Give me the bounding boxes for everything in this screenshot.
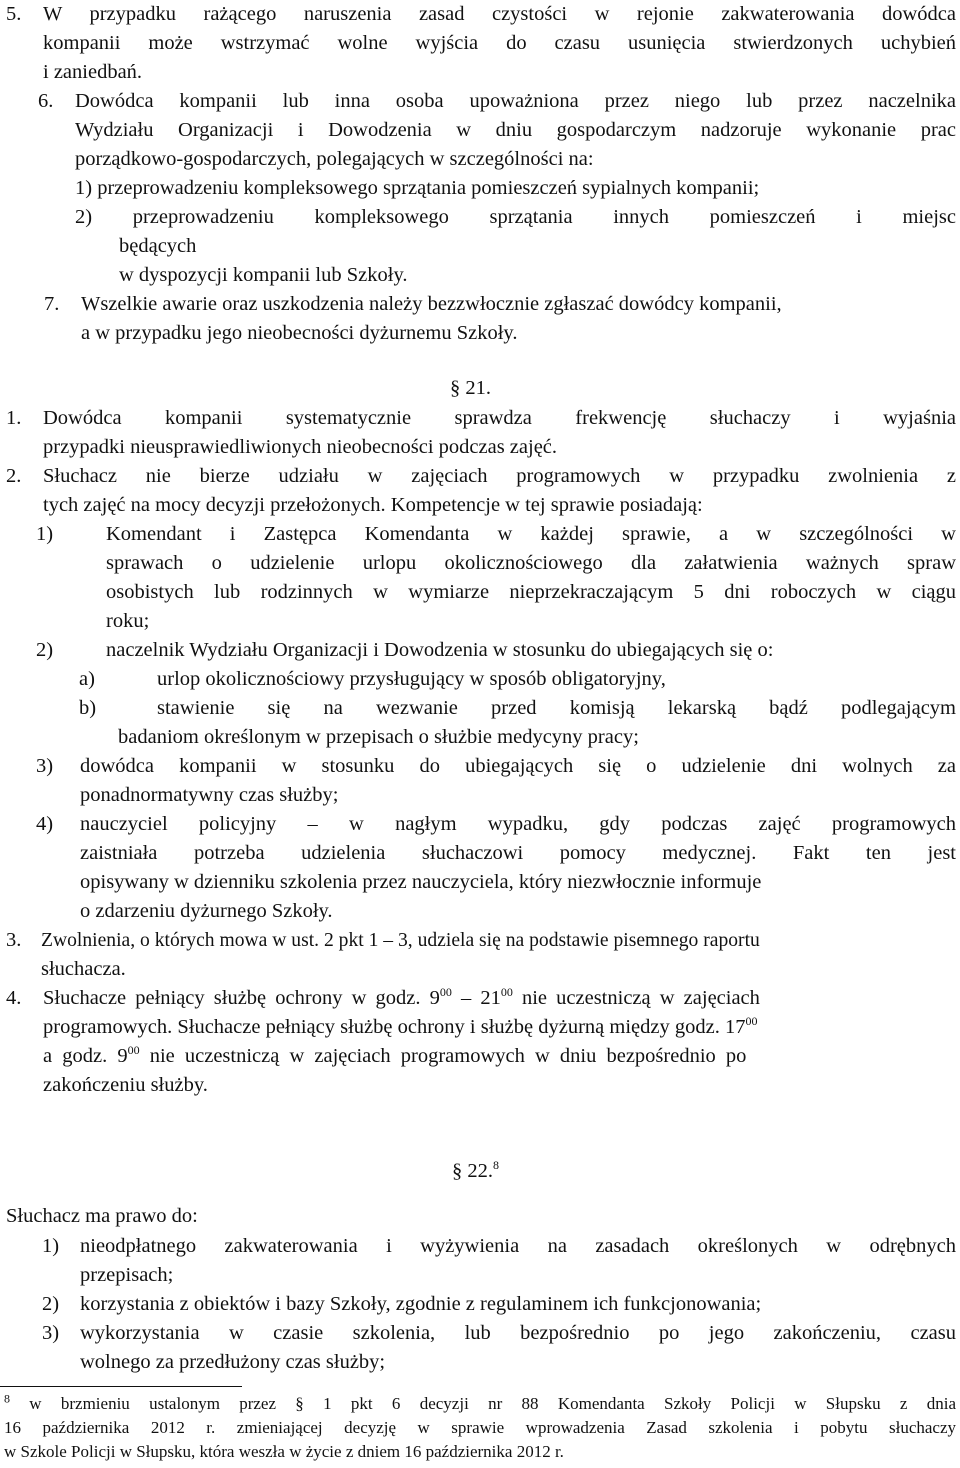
list-line: ponadnormatywny czas służby; [80, 784, 339, 806]
footnote-line [4, 1392, 956, 1416]
competence-2a [79, 665, 956, 694]
list-line: urlop okolicznościowy przysługujący w sposób obligatoryjny, [157, 668, 666, 690]
right-2 [42, 1290, 956, 1319]
footnote-line: 16 października 2012 r. zmieniającej decyzję w sprawie wprowadzenia Zasad szkolenia i pobytu słuchaczy [4, 1418, 956, 1437]
list-item: 2) przeprowadzeniu kompleksowego sprzątania innych pomieszczeń i miejsc [75, 206, 956, 228]
list-line: korzystania z obiektów i bazy Szkoły, zgodnie z regulaminem ich funkcjonowania; [80, 1293, 762, 1315]
paragraph-line: Wszelkie awarie oraz uszkodzenia należy bezzwłocznie zgłaszać dowódcy kompanii, [81, 293, 782, 315]
paragraph-number: 5. [6, 3, 22, 25]
section-heading-21: § 21. [450, 377, 491, 399]
footnote [4, 1392, 956, 1464]
list-line: badaniom określonym w przepisach o służbie medycyny pracy; [118, 726, 639, 748]
list-item: 1) przeprowadzeniu kompleksowego sprzątania pomieszczeń sypialnych kompanii; [75, 177, 760, 199]
list-number: 2) [36, 639, 54, 661]
paragraph-line [43, 984, 956, 1013]
right-3 [42, 1319, 956, 1377]
list-line: Komendant i Zastępca Komendanta w każdej sprawie, a w szczególności w [106, 523, 956, 545]
competence-2 [36, 636, 956, 665]
superscript: 00 [745, 1014, 758, 1029]
paragraph-line: przypadki nieusprawiedliwionych nieobecności podczas zajęć. [43, 436, 558, 458]
footnote-reference: 8 [493, 1158, 499, 1173]
paragraph-5 [6, 0, 956, 87]
list-line: nieodpłatnego zakwaterowania i wyżywienia na zasadach określonych w odrębnych [80, 1235, 956, 1257]
paragraph-number: 3. [6, 929, 22, 951]
superscript: 00 [127, 1043, 140, 1058]
paragraph-line: W przypadku rażącego naruszenia zasad czystości w rejonie zakwaterowania dowódca [43, 3, 956, 25]
list-line: osobistych lub rodzinnych w wymiarze nieprzekraczającym 5 dni roboczych w ciągu [106, 581, 956, 603]
paragraph-line: Dowódca kompanii systematycznie sprawdza frekwencję słuchaczy i wyjaśnia [43, 407, 956, 429]
text-run: Słuchacze pełniący służbę ochrony w godz. 9 [43, 987, 440, 1009]
paragraph-line: kompanii może wstrzymać wolne wyjścia do czasu usunięcia stwierdzonych uchybień [43, 32, 956, 54]
sec21-paragraph-4 [6, 984, 956, 1100]
list-line: opisywany w dzienniku szkolenia przez nauczyciela, który niezwłocznie informuje [80, 871, 762, 893]
list-number: 2) [42, 1293, 60, 1315]
list-line: dowódca kompanii w stosunku do ubiegających się o udzielenie dni wolnych za [80, 755, 956, 777]
paragraph-line: słuchacza. [41, 958, 126, 980]
sec21-paragraph-2 [6, 462, 956, 520]
list-number: 3) [42, 1322, 60, 1344]
text-run: – 21 [451, 987, 501, 1009]
paragraph-line [43, 1042, 956, 1071]
paragraph-number: 7. [44, 293, 60, 315]
text-run: nie uczestniczą w zajęciach programowych w dniu bezpośrednio po [139, 1045, 747, 1067]
list-line: nauczyciel policyjny – w nagłym wypadku, gdy podczas zajęć programowych [80, 813, 956, 835]
list-number: 1) [36, 523, 54, 545]
paragraph-line: zakończeniu służby. [43, 1074, 208, 1096]
paragraph-number: 4. [6, 987, 22, 1009]
list-line: przepisach; [80, 1264, 174, 1286]
paragraph-line: Słuchacz nie bierze udziału w zajęciach programowych w przypadku zwolnienia z [43, 465, 956, 487]
paragraph-number: 1. [6, 407, 22, 429]
paragraph-6 [38, 87, 956, 116]
footnote-mark: 8 [4, 1391, 10, 1406]
list-line: stawienie się na wezwanie przed komisją lekarską bądź podlegającym [157, 697, 956, 719]
paragraph-line: i zaniedbań. [43, 61, 143, 83]
list-line: wykorzystania w czasie szkolenia, lub bezpośrednio po jego zakończeniu, czasu [80, 1322, 956, 1344]
footnote-separator [0, 1386, 242, 1387]
list-line: o zdarzeniu dyżurnego Szkoły. [80, 900, 333, 922]
text-run: nie uczestniczą w zajęciach [512, 987, 760, 1009]
paragraph-number: 6. [38, 90, 54, 112]
footnote-text: w brzmieniu ustalonym przez § 1 pkt 6 decyzji nr 88 Komendanta Szkoły Policji w Słupsku z dnia [10, 1394, 956, 1413]
sec21-paragraph-3 [6, 926, 956, 984]
paragraph-number: 2. [6, 465, 22, 487]
paragraph-line: Dowódca kompanii lub inna osoba upoważniona przez niego lub przez naczelnika [75, 90, 956, 112]
list-number: 3) [36, 755, 54, 777]
competence-2b [79, 694, 956, 752]
paragraph-6-body [75, 116, 956, 290]
list-number: b) [79, 697, 97, 719]
paragraph-line [43, 1013, 956, 1042]
text-run: a godz. 9 [43, 1045, 128, 1067]
paragraph-line: a w przypadku jego nieobecności dyżurnemu Szkoły. [81, 322, 518, 344]
list-number: a) [79, 668, 95, 690]
paragraph-7 [44, 290, 956, 348]
list-line: roku; [106, 610, 150, 632]
paragraph-line: Zwolnienia, o których mowa w ust. 2 pkt 1 – 3, udziela się na podstawie pisemnego raportu [41, 930, 760, 951]
sec21-paragraph-1 [6, 404, 956, 462]
list-line: sprawach o udzielenie urlopu okolicznościowego dla załatwienia ważnych spraw [106, 552, 956, 574]
footnote-line: w Szkole Policji w Słupsku, która weszła w życie z dniem 16 października 2012 r. [4, 1442, 564, 1461]
heading-text: § 22. [452, 1160, 493, 1182]
list-line: naczelnik Wydziału Organizacji i Dowodzenia w stosunku do ubiegających się o: [106, 639, 774, 661]
superscript: 00 [439, 985, 452, 1000]
list-item-continuation: będących [119, 235, 197, 257]
paragraph-line: tych zajęć na mocy decyzji przełożonych. Kompetencje w tej sprawie posiadają: [43, 494, 703, 516]
paragraph-line: porządkowo-gospodarczych, polegających w szczególności na: [75, 148, 594, 170]
competence-4 [36, 810, 956, 926]
right-1 [42, 1232, 956, 1290]
list-line: wolnego za przedłużony czas służby; [80, 1351, 386, 1373]
text-run: programowych. Słuchacze pełniący służbę ochrony i służbę dyżurną między godz. 17 [43, 1016, 746, 1038]
list-line: zaistniała potrzeba udzielenia słuchaczowi pomocy medycznej. Fakt ten jest [80, 842, 956, 864]
list-item-continuation: w dyspozycji kompanii lub Szkoły. [119, 264, 408, 286]
competence-3 [36, 752, 956, 810]
list-number: 4) [36, 813, 54, 835]
list-number: 1) [42, 1235, 60, 1257]
rights-intro: Słuchacz ma prawo do: [6, 1205, 198, 1227]
competence-1 [36, 520, 956, 636]
section-heading-22 [452, 1157, 499, 1186]
superscript: 00 [500, 985, 513, 1000]
paragraph-line: Wydziału Organizacji i Dowodzenia w dniu gospodarczym nadzoruje wykonanie prac [75, 119, 956, 141]
